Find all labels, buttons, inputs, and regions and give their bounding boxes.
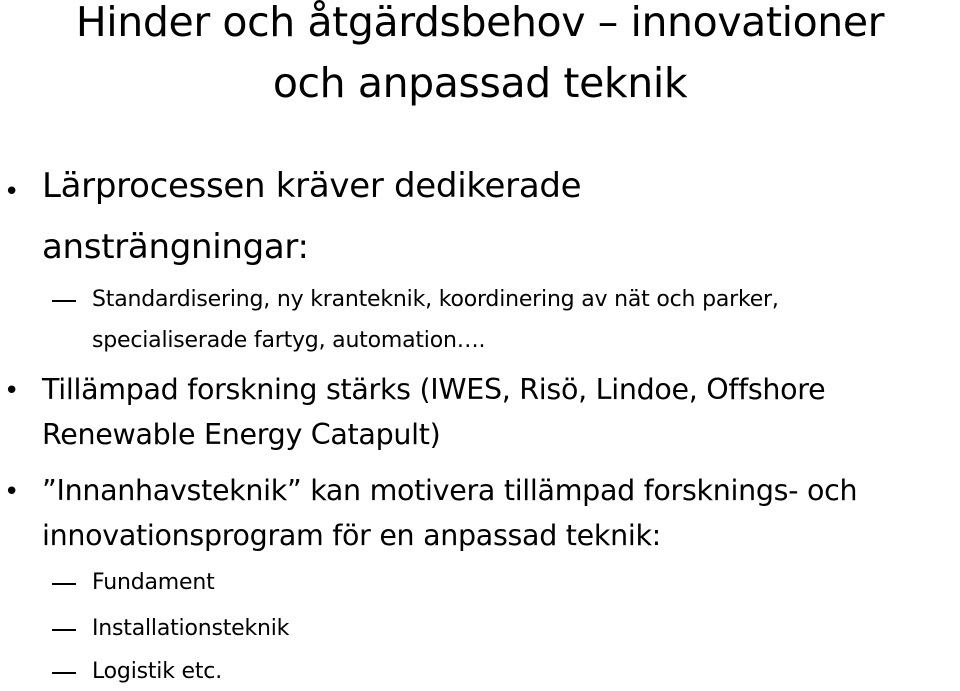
- bullet-icon: •: [4, 477, 20, 507]
- dash-icon: [52, 583, 76, 585]
- sub-bullet-3-2: Installationsteknik: [92, 616, 290, 641]
- dash-icon: [52, 629, 76, 631]
- bullet-2-line-2: Renewable Energy Catapult): [42, 418, 441, 451]
- bullet-3-line-2: innovationsprogram för en anpassad teknik:: [42, 519, 661, 552]
- sub-bullet-3-1: Fundament: [92, 570, 215, 595]
- dash-icon: [52, 300, 76, 302]
- bullet-icon: •: [4, 376, 20, 406]
- slide-title-line-1: Hinder och åtgärdsbehov – innovationer: [75, 0, 885, 46]
- dash-icon: [52, 672, 76, 674]
- bullet-1-line-1: Lärprocessen kräver dedikerade: [42, 166, 582, 206]
- sub-bullet-3-3: Logistik etc.: [92, 659, 222, 684]
- slide-title-line-2: och anpassad teknik: [272, 59, 688, 107]
- bullet-icon: •: [4, 177, 20, 207]
- bullet-3-line-1: ”Innanhavsteknik” kan motivera tillämpad forsknings- och: [42, 474, 858, 507]
- bullet-2-line-1: Tillämpad forskning stärks (IWES, Risö, Lindoe, Offshore: [42, 373, 826, 406]
- sub-bullet-1-1-line-1: Standardisering, ny kranteknik, koordinering av nät och parker,: [92, 287, 779, 312]
- sub-bullet-1-1-line-2: specialiserade fartyg, automation….: [92, 328, 486, 353]
- bullet-1-line-2: ansträngningar:: [42, 227, 309, 267]
